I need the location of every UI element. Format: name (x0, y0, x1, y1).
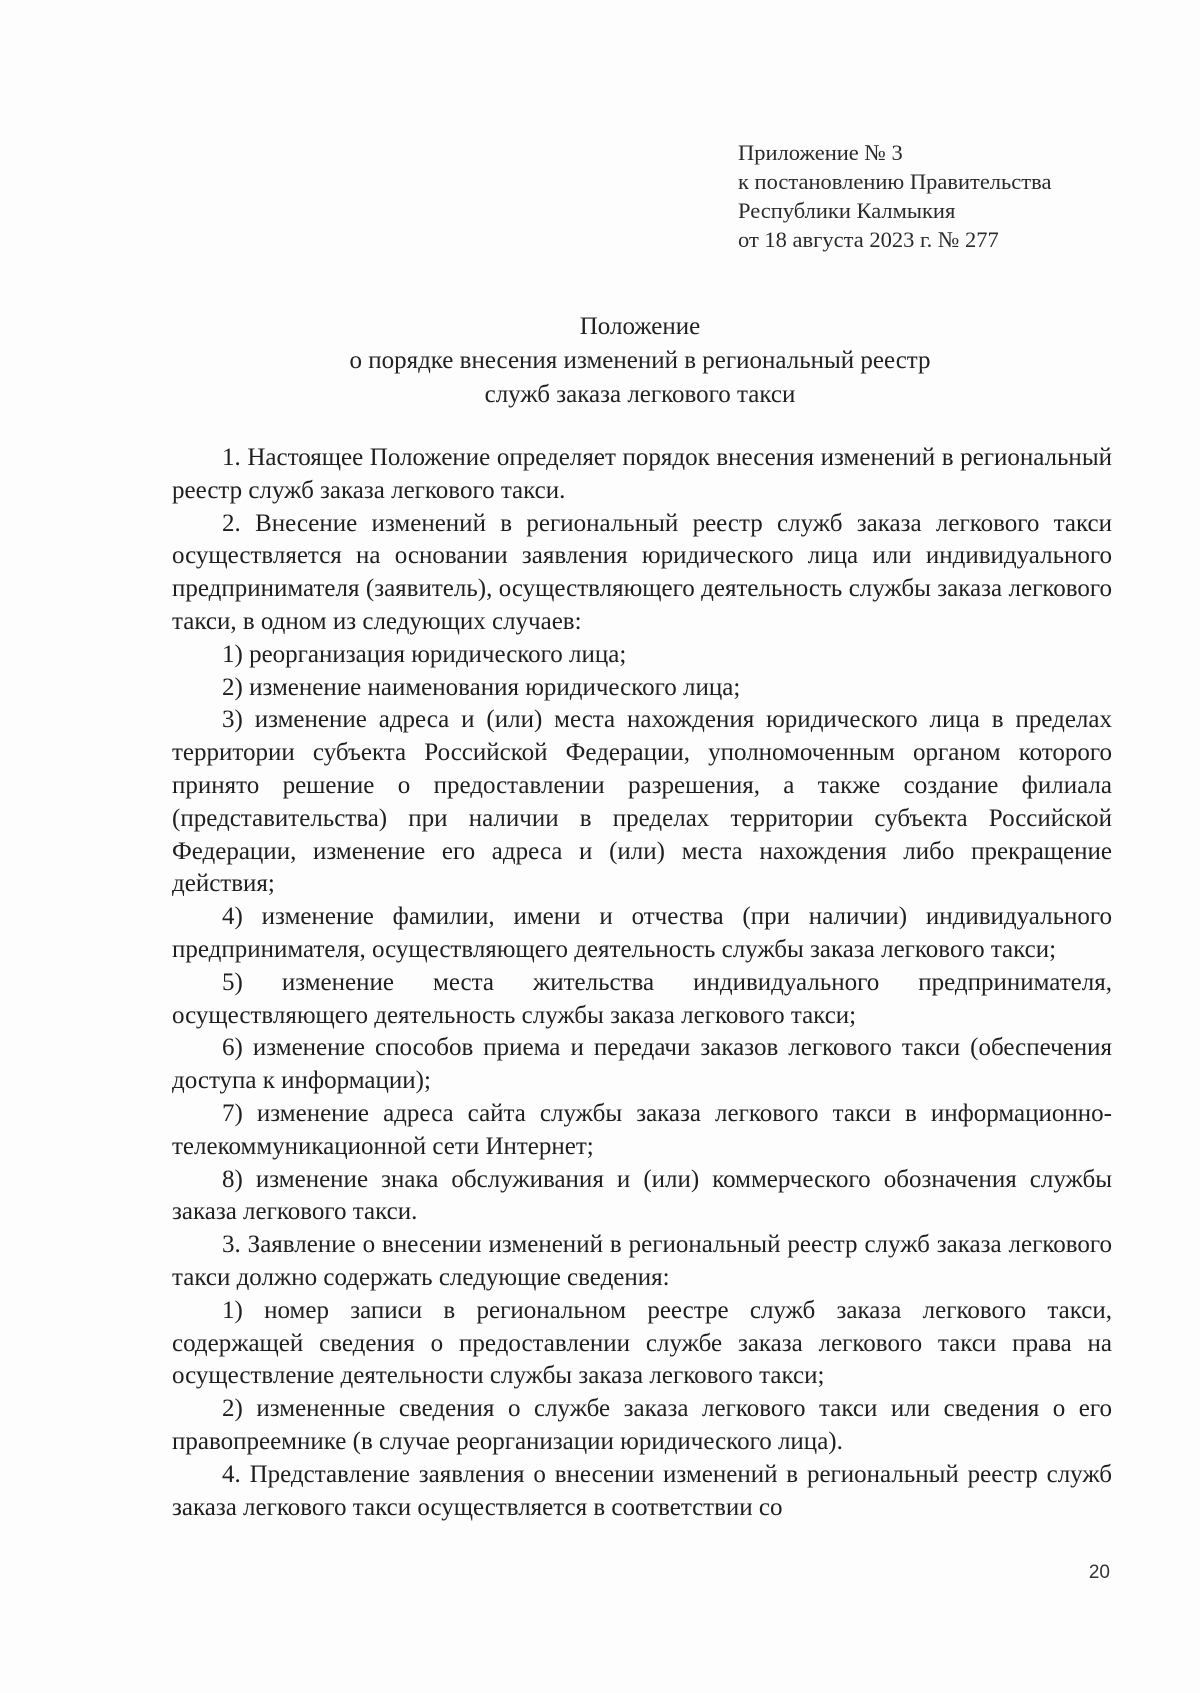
document-body (172, 442, 1112, 1524)
list-item: 8) изменение знака обслуживания и (или) коммерческого обозначения службы заказа легкового такси. (172, 1165, 1112, 1226)
paragraph: 3. Заявление о внесении изменений в региональный реестр служб заказа легкового такси должно содержать следующие сведения: (172, 1231, 1112, 1291)
list-item: 6) изменение способов приема и передачи заказов легкового такси (обеспечения доступа к информации); (172, 1034, 1112, 1095)
paragraph: 2. Внесение изменений в региональный реестр служб заказа легкового такси осуществляется на основании заявления юридического лица или индивидуального предпринимателя (заявитель), осуществляющего деятельность службы заказа легкового такси, в одном из следующих случаев: (172, 509, 1112, 635)
appendix-line: к постановлению Правительства (738, 169, 1052, 194)
appendix-line: Республики Калмыкия (738, 198, 956, 223)
list-item: 2) изменение наименования юридического лица; (222, 673, 741, 701)
list-item: 3) изменение адреса и (или) места нахождения юридического лица в пределах территории субъекта Российской Федерации, уполномоченным органом которого принято решение о предоставлении разрешения, а также создание филиала (представительства) при наличии в пределах территории субъекта Российской Федерации, изменение его адреса и (или) места нахождения либо прекращение действия; (172, 706, 1112, 898)
title-line: Положение (579, 313, 701, 340)
list-item: 7) изменение адреса сайта службы заказа легкового такси в информационно-телекоммуникационной сети Интернет; (172, 1099, 1112, 1160)
paragraph: 4. Представление заявления о внесении изменений в региональный реестр служб заказа легкового такси осуществляется в соответствии со (172, 1460, 1112, 1521)
appendix-line: от 18 августа 2023 г. № 277 (738, 227, 999, 252)
appendix-line: Приложение № 3 (738, 140, 903, 165)
list-item: 5) изменение места жительства индивидуального предпринимателя, осуществляющего деятельность службы заказа легкового такси; (172, 968, 1112, 1029)
page-number: 20 (1088, 1562, 1110, 1583)
title-line: служб заказа легкового такси (484, 381, 796, 408)
appendix-header (738, 138, 1051, 254)
title-line: о порядке внесения изменений в региональный реестр (349, 347, 931, 374)
document-title (160, 310, 1120, 412)
list-item: 2) измененные сведения о службе заказа легкового такси или сведения о его правопреемнике (в случае реорганизации юридического лица). (172, 1395, 1112, 1455)
paragraph: 1. Настоящее Положение определяет порядок внесения изменений в региональный реестр служб заказа легкового такси. (172, 444, 1112, 504)
list-item: 4) изменение фамилии, имени и отчества (при наличии) индивидуального предпринимателя, осуществляющего деятельность службы заказа легкового такси; (172, 903, 1112, 963)
list-item: 1) реорганизация юридического лица; (222, 640, 627, 668)
list-item: 1) номер записи в региональном реестре служб заказа легкового такси, содержащей сведения о предоставлении службе заказа легкового такси права на осуществление деятельности службы заказа легкового такси; (172, 1296, 1112, 1390)
